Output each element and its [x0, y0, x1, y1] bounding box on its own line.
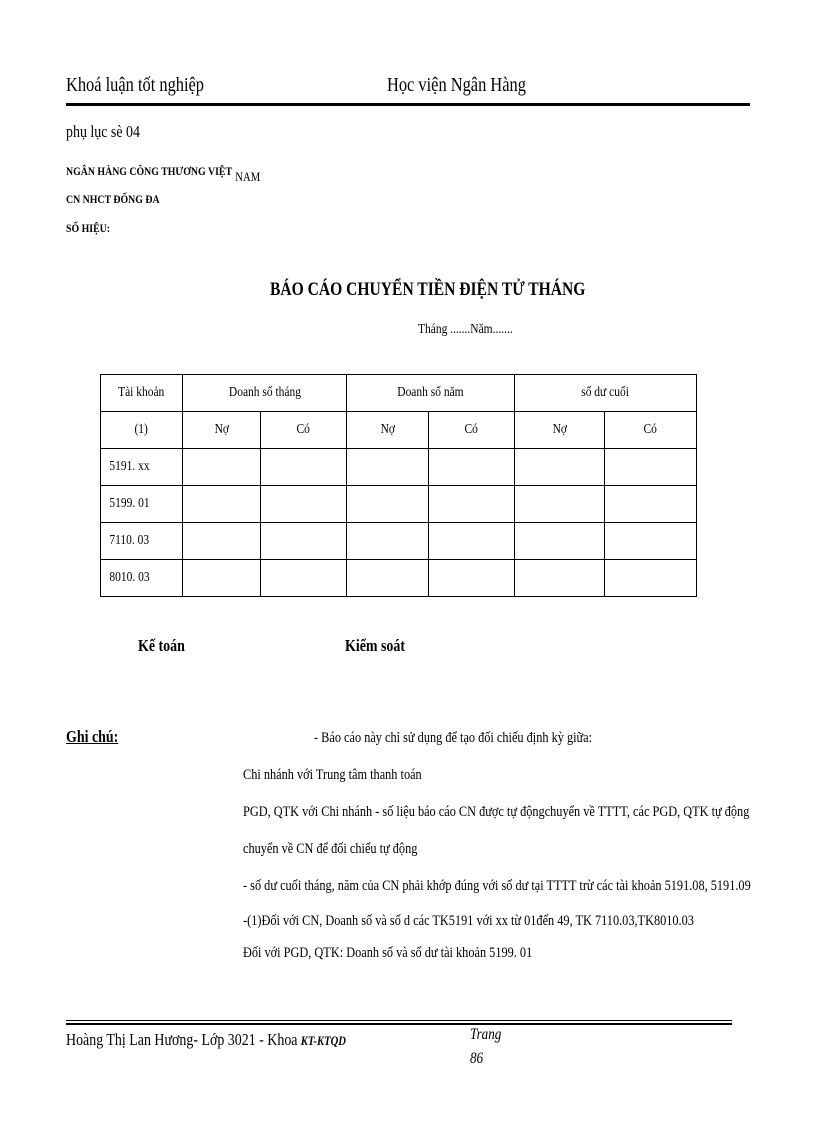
- report-title: BÁO CÁO CHUYỂN TIỀN ĐIỆN TỬ THÁNG: [270, 279, 586, 300]
- header-rule: [66, 103, 750, 106]
- note-line: Chi nhánh với Trung tâm thanh toán: [243, 767, 422, 783]
- table-cell-account: 7110. 03: [101, 523, 183, 560]
- table-header-credit: Có: [429, 412, 515, 449]
- footer-rule: [66, 1023, 732, 1025]
- report-table: [100, 374, 697, 597]
- table-header-debit: Nợ: [183, 412, 261, 449]
- table-cell: [261, 560, 347, 597]
- table-cell: [347, 523, 429, 560]
- table-row: [101, 560, 697, 597]
- note-line: PGD, QTK với Chi nhánh - số liệu báo cáo CN được tự độngchuyển về TTTT, các PGD, QTK tự động: [243, 804, 750, 820]
- org-name-main: NGÂN HÀNG CÔNG THƯƠNG VIỆT: [66, 164, 233, 178]
- org-branch: CN NHCT ĐỐNG ĐA: [66, 192, 160, 206]
- table-cell: [515, 449, 605, 486]
- table-cell: [183, 486, 261, 523]
- table-header-credit: Có: [261, 412, 347, 449]
- table-header-year: Doanh số năm: [347, 375, 515, 412]
- table-cell: [605, 449, 697, 486]
- table-cell: [605, 560, 697, 597]
- table-header-debit: Nợ: [347, 412, 429, 449]
- table-header-balance: số dư cuối: [515, 375, 697, 412]
- table-cell: [183, 560, 261, 597]
- footer-rule: [66, 1020, 732, 1021]
- notes-label: Ghi chú:: [66, 727, 119, 746]
- signature-controller: Kiểm soát: [345, 636, 406, 655]
- table-cell: [515, 523, 605, 560]
- table-cell: [347, 449, 429, 486]
- table-cell-account: 5191. xx: [101, 449, 183, 486]
- table-header-credit: Có: [605, 412, 697, 449]
- header-left-title: Khoá luận tốt nghiệp: [66, 74, 205, 96]
- table-cell: [605, 523, 697, 560]
- footer-faculty: KT-KTQD: [300, 1033, 346, 1048]
- org-name-tail: NAM: [235, 169, 261, 184]
- table-header-month: Doanh số tháng: [183, 375, 347, 412]
- footer-author: [66, 1030, 346, 1050]
- table-header-row: [101, 375, 697, 412]
- appendix-label: phụ lục sè 04: [66, 122, 140, 141]
- footer-page-label: Trang: [470, 1026, 502, 1043]
- table-cell: [429, 449, 515, 486]
- table-header-account: Tài khoản: [101, 375, 183, 412]
- table-row: [101, 449, 697, 486]
- note-line: Đối với PGD, QTK: Doanh số và số dư tài khoản 5199. 01: [243, 945, 533, 961]
- table-subheader-row: [101, 412, 697, 449]
- table-row: [101, 523, 697, 560]
- table-row: [101, 486, 697, 523]
- footer-page-number: 86: [470, 1050, 484, 1067]
- header-right-title: Học viện Ngân Hàng: [387, 74, 526, 96]
- note-line: - Báo cáo này chỉ sử dụng để tạo đối chiếu định kỳ giữa:: [314, 730, 593, 746]
- table-cell: [515, 486, 605, 523]
- signature-accountant: Kế toán: [138, 636, 185, 655]
- table-cell: [347, 486, 429, 523]
- org-name: [66, 163, 261, 184]
- table-header-debit: Nợ: [515, 412, 605, 449]
- table-cell: [261, 486, 347, 523]
- table-cell-account: 5199. 01: [101, 486, 183, 523]
- report-period: Tháng .......Năm.......: [418, 322, 513, 337]
- table-cell: [429, 560, 515, 597]
- table-cell: [183, 523, 261, 560]
- table-cell-account: 8010. 03: [101, 560, 183, 597]
- table-cell: [429, 486, 515, 523]
- table-cell: [261, 449, 347, 486]
- table-header-account-sub: (1): [101, 412, 183, 449]
- table-cell: [261, 523, 347, 560]
- footer-author-text: Hoàng Thị Lan Hương- Lớp 3021 - Khoa: [66, 1030, 298, 1049]
- table-cell: [347, 560, 429, 597]
- note-line: chuyển về CN để đối chiếu tự động: [243, 841, 418, 857]
- table-cell: [605, 486, 697, 523]
- table-cell: [183, 449, 261, 486]
- table-cell: [515, 560, 605, 597]
- note-line: -(1)Đối với CN, Doanh số và số d các TK5191 với xx từ 01đến 49, TK 7110.03,TK8010.03: [243, 913, 694, 929]
- table-cell: [429, 523, 515, 560]
- note-line: - số dư cuối tháng, năm của CN phải khớp đúng với số dư tại TTTT trừ các tài khoản 5191.08, 5191.09: [243, 878, 751, 894]
- org-code: SỐ HIỆU:: [66, 221, 111, 235]
